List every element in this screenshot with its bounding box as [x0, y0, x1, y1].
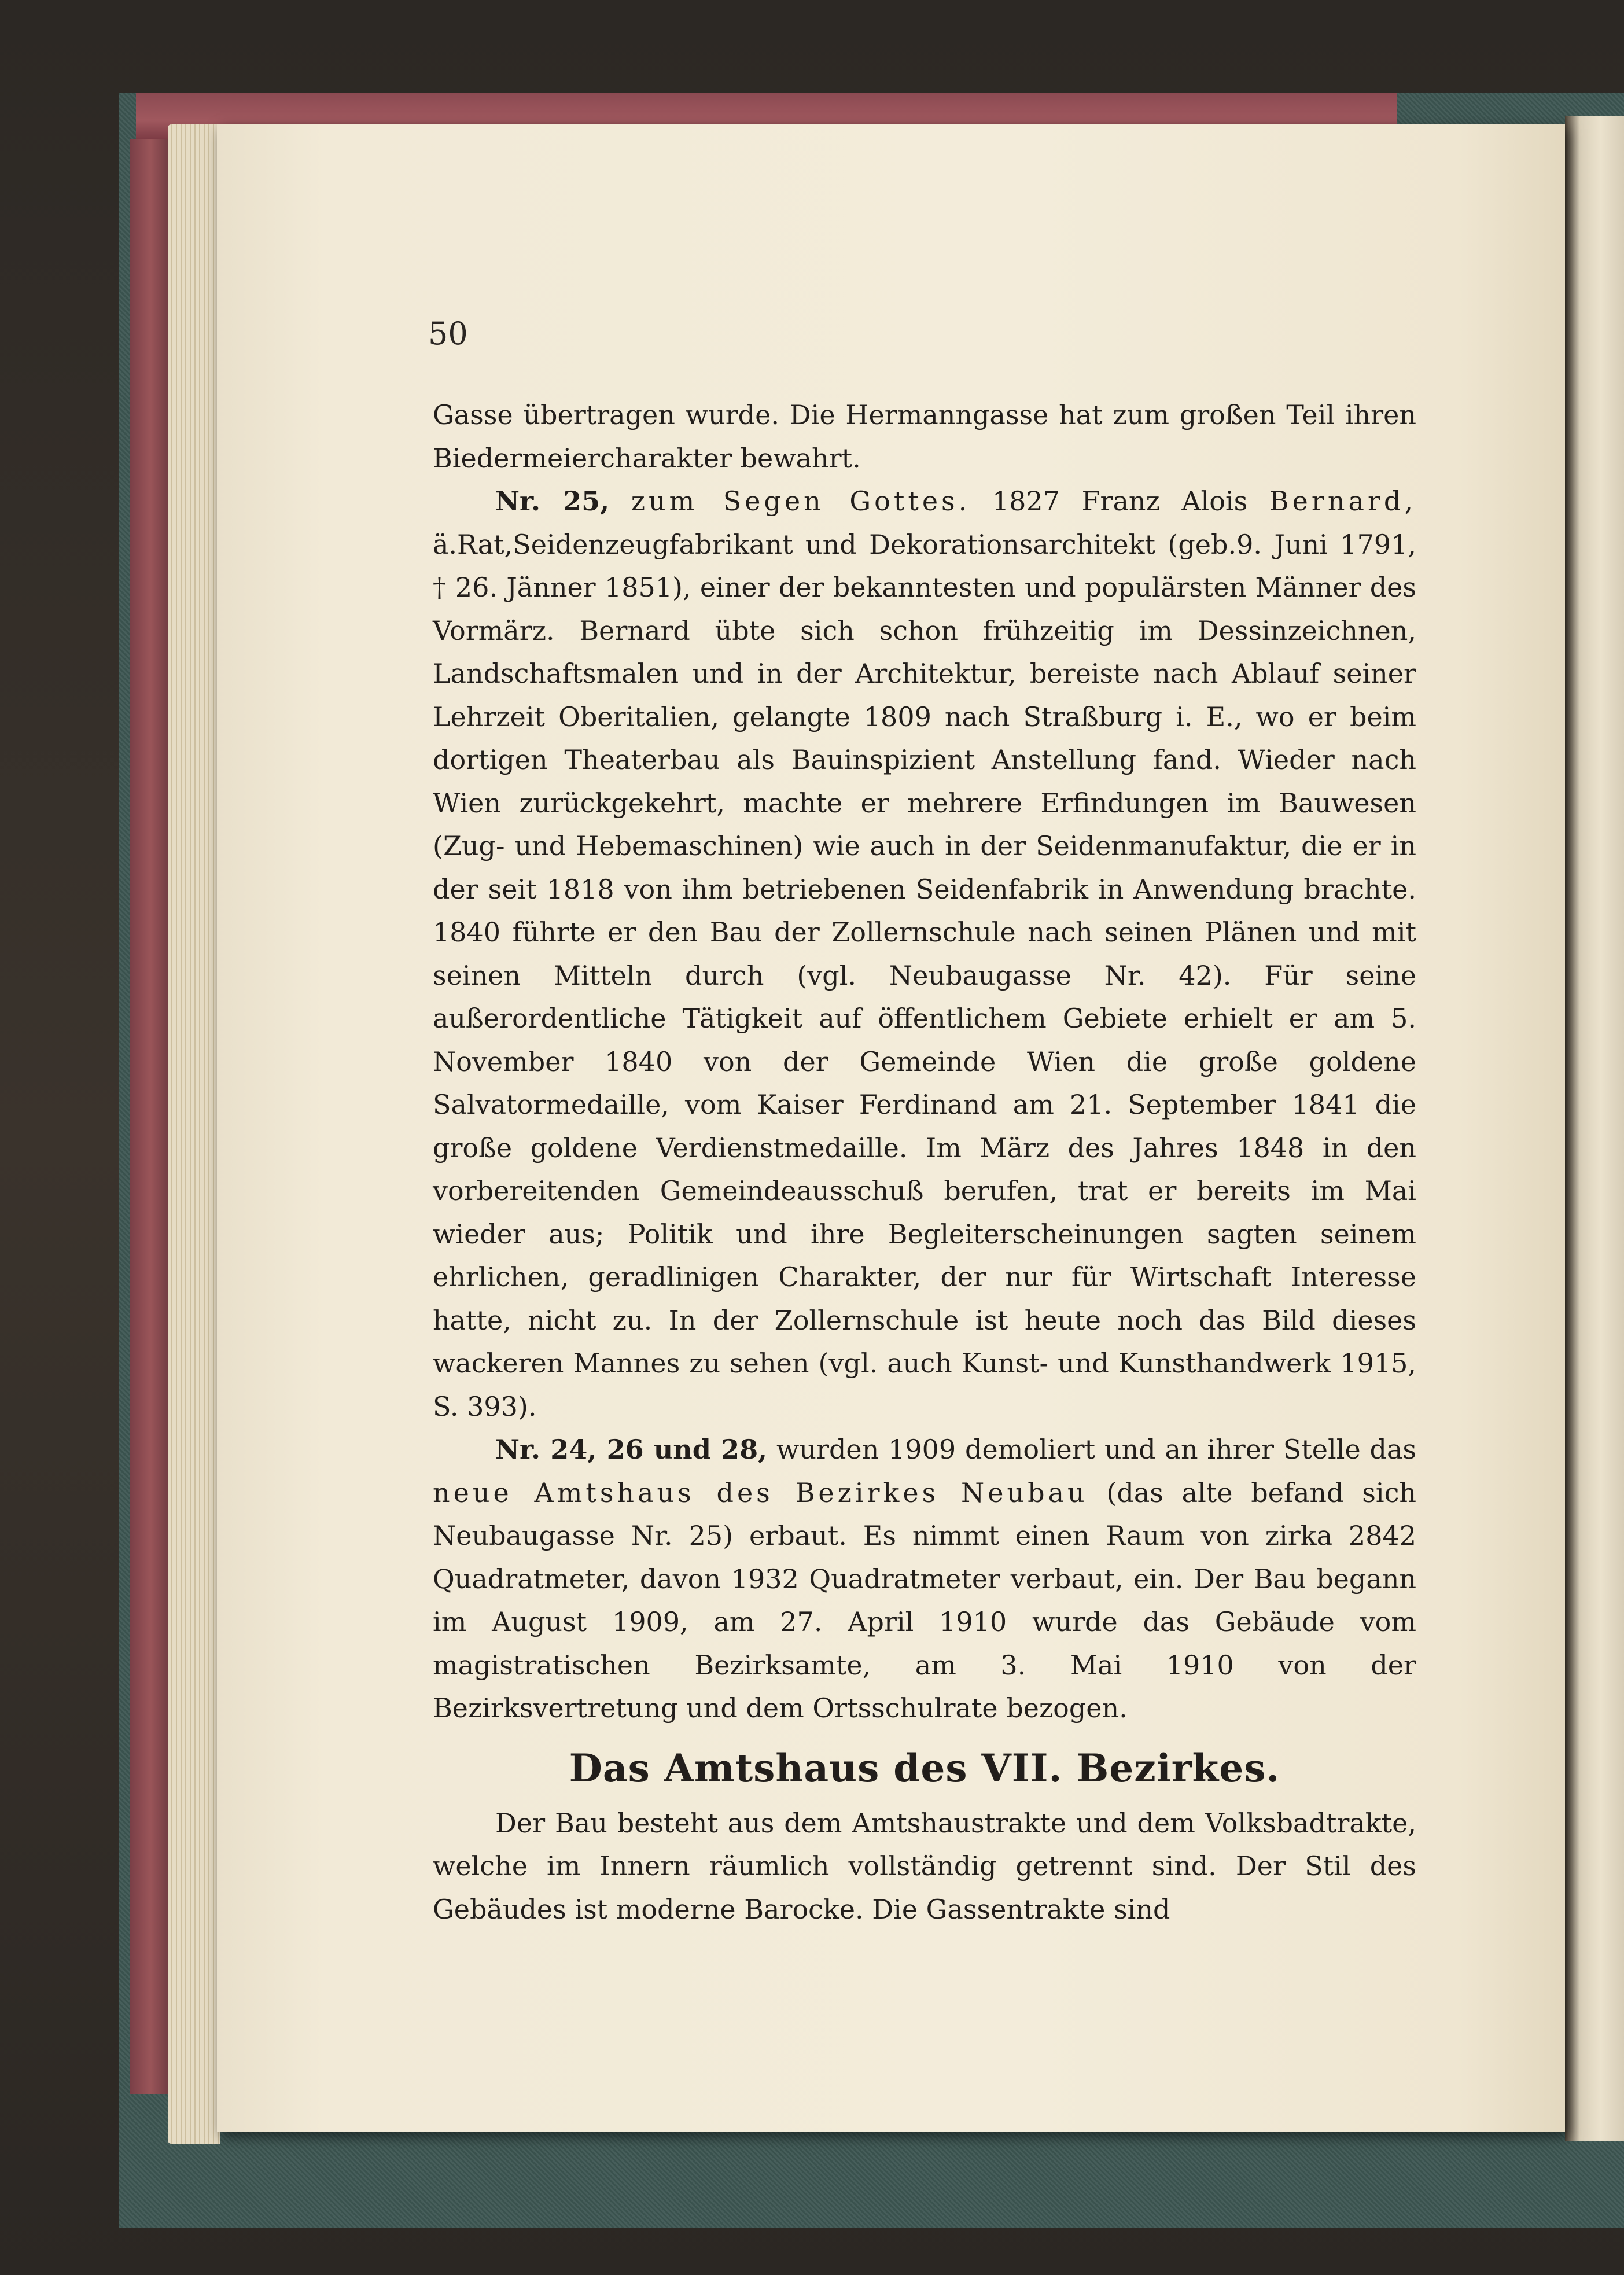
page-number: 50 [428, 315, 468, 352]
house-number-lead: Nr. 24, 26 und 28, [495, 1434, 768, 1465]
paragraph [433, 480, 1416, 1428]
paragraph-text: wurden 1909 demoliert und an ihrer Stelle das [767, 1434, 1416, 1465]
paragraph [433, 1428, 1416, 1730]
paragraph-text: (das alte befand sich Neubaugasse Nr. 25) erbaut. Es nimmt einen Raum von zirka 2842 Quadratmeter, davon 1932 Quadratmeter verbaut, ein. Der Bau begann im August 1909, am 27. April 1910 wurde das Gebäude vom magistratischen Bezirksamte, am 3. Mai 1910 von der Bezirksvertretung und dem Ortsschulrate bezogen. [433, 1477, 1416, 1724]
page-stack-edges [168, 124, 220, 2144]
person-name: Bernard, [1269, 485, 1416, 517]
paragraph: Gasse übertragen wurde. Die Hermanngasse hat zum großen Teil ihren Biedermeiercharakter bewahrt. [433, 399, 1416, 474]
section-heading: Das Amtshaus des VII. Bezirkes. [569, 1745, 1280, 1791]
paragraph-text: 1827 Franz Alois [970, 485, 1269, 517]
body-text [433, 393, 1416, 1931]
paragraph-text: ä.Rat,Seidenzeugfabrikant und Dekorationsarchitekt (geb.9. Juni 1791, † 26. Jänner 1851), einer der bekanntesten und populärsten Männer des Vormärz. Bernard übte sich schon frühzeitig im Dessinzeichnen, Landschaftsmalen und in der Architektur, bereiste nach Ablauf seiner Lehrzeit Oberitalien, gelangte 1809 nach Straßburg i. E., wo er beim dortigen Theaterbau als Bauinspizient Anstellung fand. Wieder nach Wien zurückgekehrt, machte er mehrere Erfindungen im Bauwesen (Zug- und Hebemaschinen) wie auch in der Seidenmanufaktur, die er in der seit 1818 von ihm betriebenen Seidenfabrik in Anwendung brachte. 1840 führte er den Bau der Zollernschule nach seinen Plänen und mit seinen Mitteln durch (vgl. Neubaugasse Nr. 42). Für seine außerordentliche Tätigkeit auf öffentlichem Gebiete erhielt er am 5. November 1840 von der Gemeinde Wien die große goldene Salvatormedaille, vom Kaiser Ferdinand am 21. September 1841 die große goldene Verdienstmedaille. Im März des Jahres 1848 in den vorbereitenden Gemeindeausschuß berufen, trat er bereits im Mai wieder aus; Politik und ihre Begleiterscheinungen sagten seinem ehrlichen, geradlinigen Charakter, der nur für Wirtschaft Interesse hatte, nicht zu. In der Zollernschule ist heute noch das Bild dieses wackeren Mannes zu sehen (vgl. auch Kunst- und Kunsthandwerk 1915, S. 393). [433, 528, 1416, 1422]
emphasized-text: neue Amtshaus des Bezirkes Neubau [433, 1477, 1088, 1508]
house-number-lead: Nr. 25, [495, 485, 610, 517]
house-name: zum Segen Gottes. [631, 485, 971, 517]
book-gutter [1565, 116, 1624, 2141]
cover-marbled-edge-left [130, 139, 171, 2094]
paragraph: Der Bau besteht aus dem Amtshaustrakte und dem Volksbadtrakte, welche im Innern räumlich vollständig getrennt sind. Der Stil des Gebäudes ist moderne Barocke. Die Gassentrakte sind [433, 1807, 1416, 1925]
